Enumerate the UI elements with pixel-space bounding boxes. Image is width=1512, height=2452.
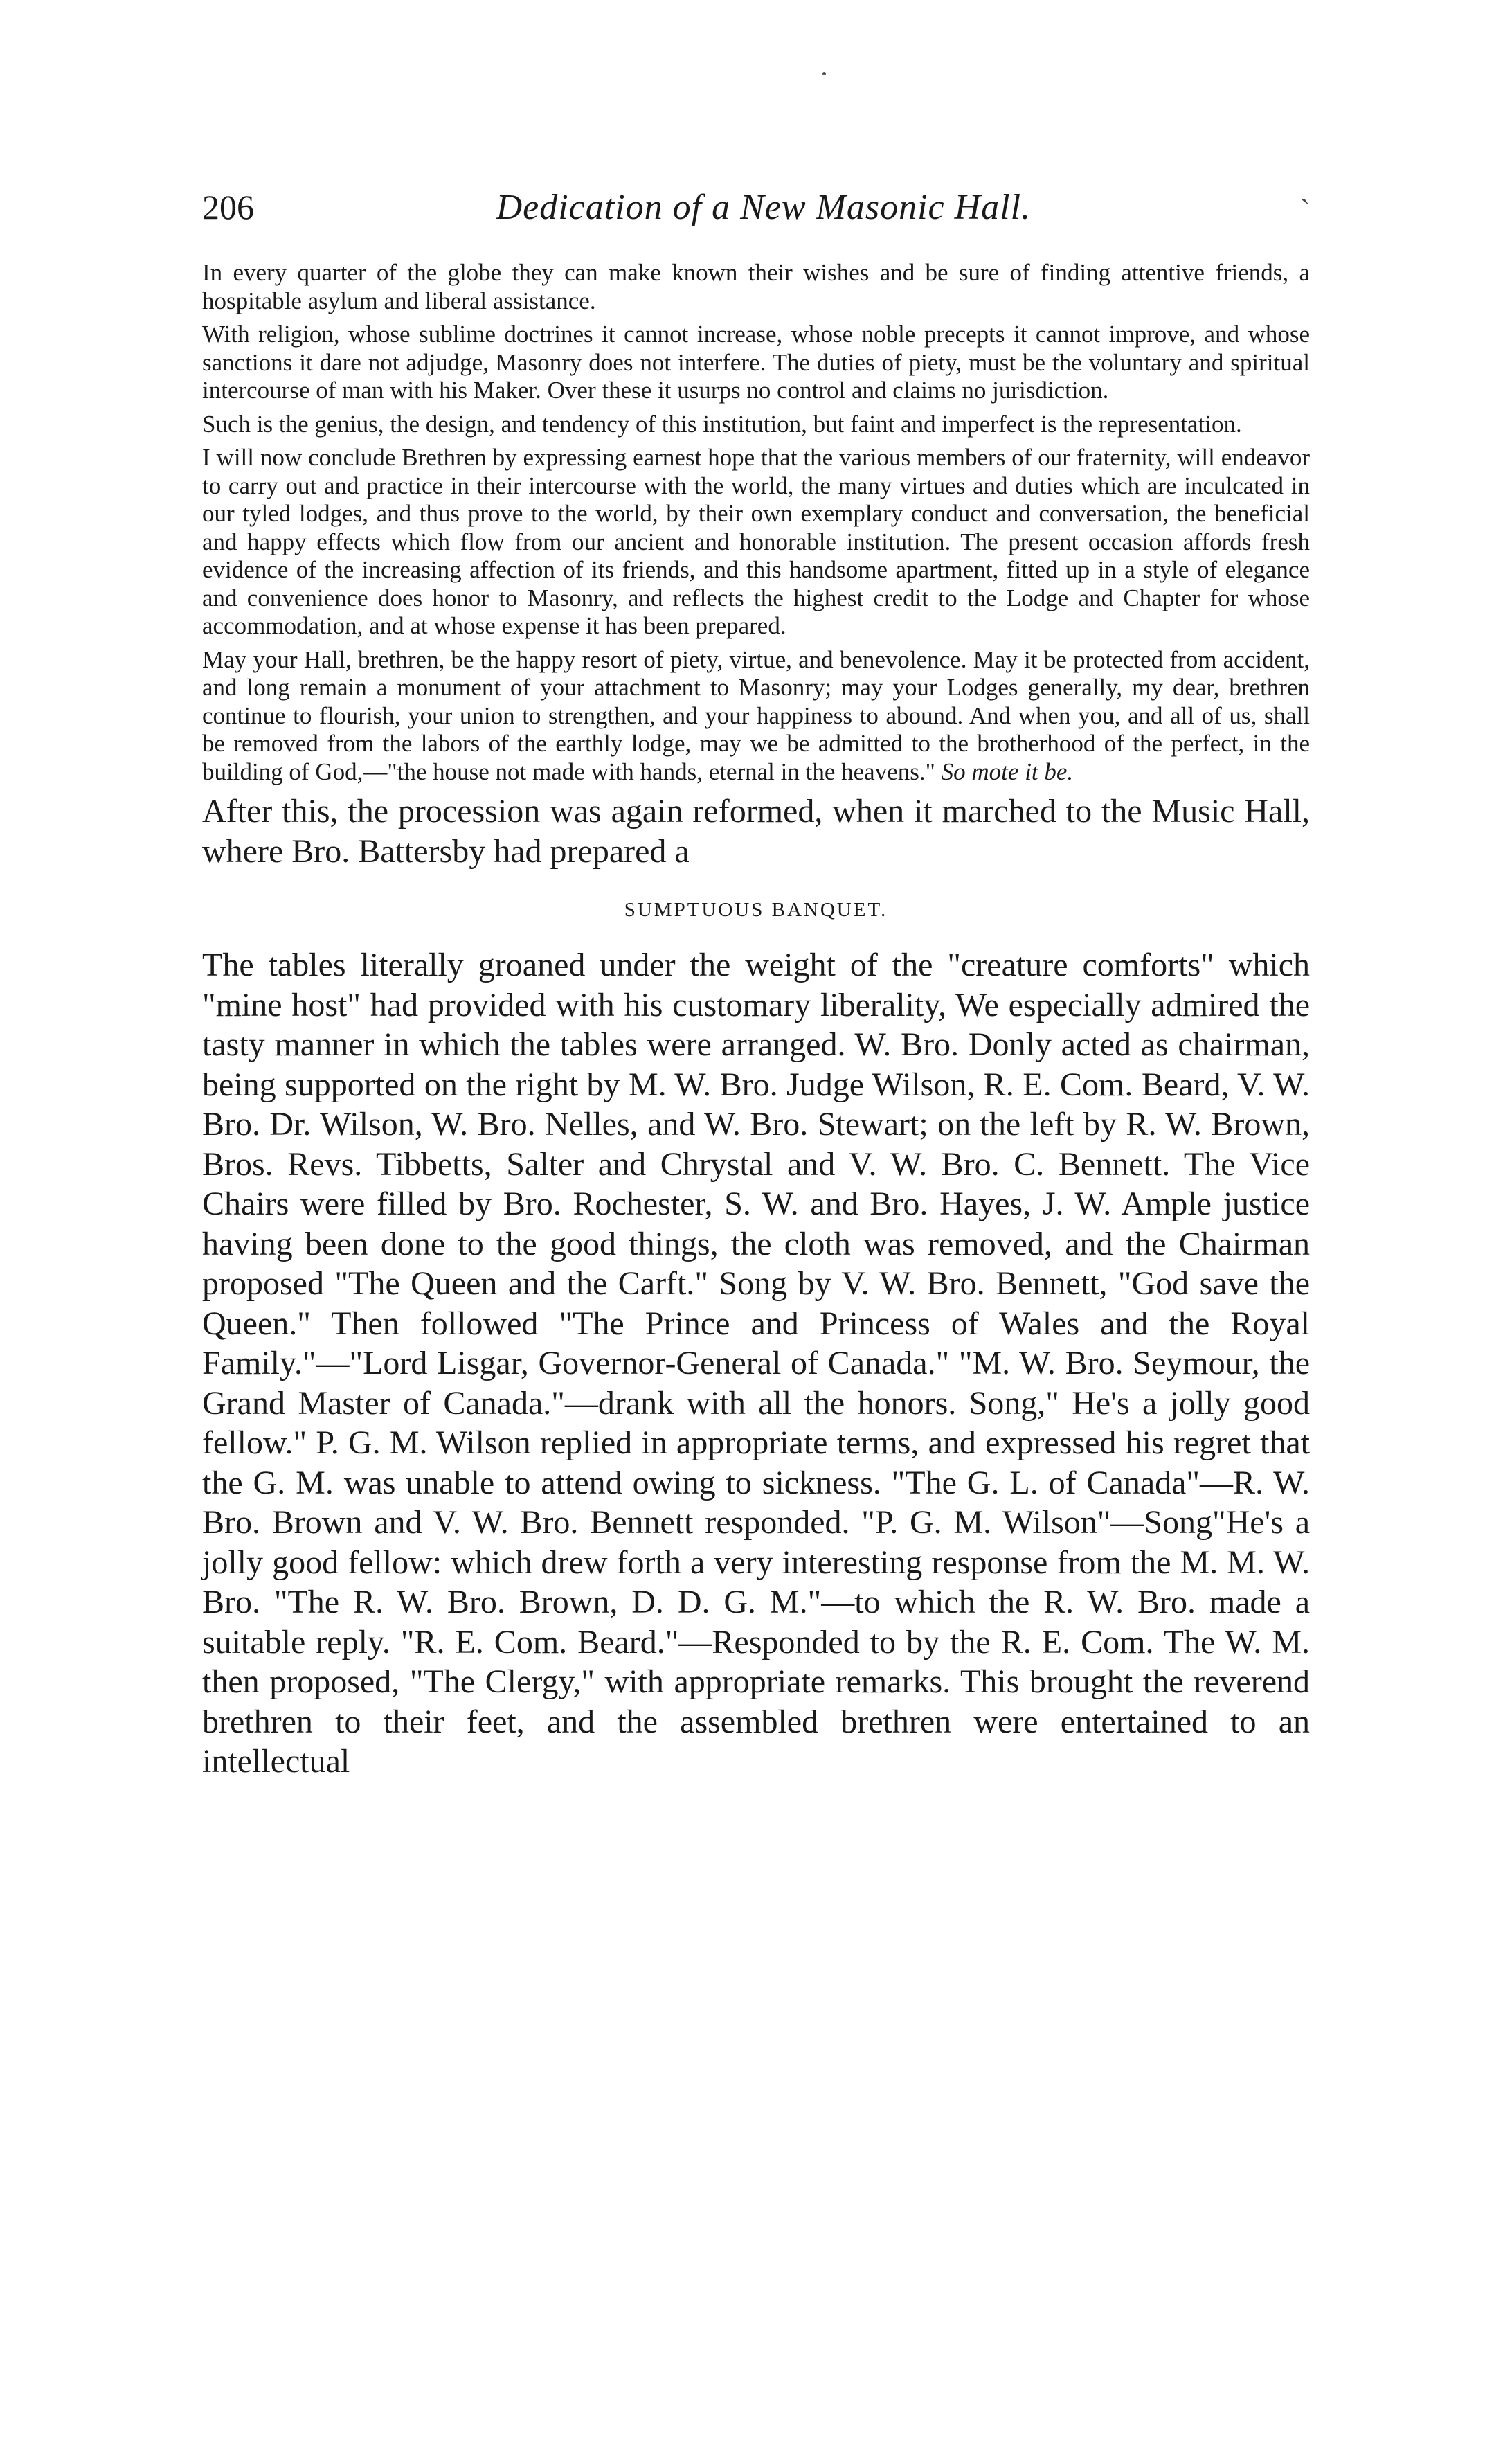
page-header	[202, 187, 1310, 237]
narrative-intro: After this, the procession was again reformed, when it marched to the Music Hall, where Bro. Battersby had prepared a	[202, 793, 1310, 870]
speech-closing-text: May your Hall, brethren, be the happy resort of piety, virtue, and benevolence. May it be protected from accident, and long remain a monument of your attachment to Masonry; may your Lodges generally, my dear, brethren continue to flourish, your union to strengthen, and your happiness to abound. And when you, and all of us, shall be removed from the labors of the earthly lodge, may we be admitted to the brotherhood of the perfect, in the building of God,—"the house not made with hands, eternal in the heavens."	[202, 645, 1310, 785]
speech-paragraph: Such is the genius, the design, and tendency of this institution, but faint and imperfect is the representation.	[202, 410, 1242, 438]
speech-paragraph: In every quarter of the globe they can make known their wishes and be sure of finding attentive friends, a hospitable asylum and liberal assistance.	[202, 259, 1310, 314]
speech-paragraph: I will now conclude Brethren by expressing earnest hope that the various members of our fraternity, will endeavor to carry out and practice in their intercourse with the world, the many virtues and duties which are inculcated in our tyled lodges, and thus prove to the world, by their own exemplary conduct and conversation, the beneficial and happy effects which flow from our ancient and honorable institution. The present occasion affords fresh evidence of the increasing affection of its friends, and this handsome apartment, fitted up in a style of elegance and convenience does honor to Masonry, and reflects the highest credit to the Lodge and Chapter for whose accommodation, and at whose expense it has been prepared.	[202, 444, 1310, 639]
narrative	[202, 791, 1310, 1782]
header-mark: `	[1300, 194, 1310, 225]
speech-closing-paragraph	[202, 646, 1310, 787]
page-number: 206	[202, 188, 254, 226]
print-speck	[822, 72, 826, 75]
section-heading: SUMPTUOUS BANQUET.	[624, 899, 888, 921]
speech-signoff: So mote it be.	[941, 758, 1074, 785]
speech-excerpt	[202, 259, 1310, 786]
speech-paragraph: With religion, whose sublime doctrines it cannot increase, whose noble precepts it cannot improve, and whose sanctions it dare not adjudge, Masonry does not interfere. The duties of piety, must be the voluntary and spiritual intercourse of man with his Maker. Over these it usurps no control and claims no jurisdiction.	[202, 321, 1310, 404]
running-title: Dedication of a New Masonic Hall.	[496, 188, 1032, 227]
narrative-body: The tables literally groaned under the weight of the "creature comforts" which "mine host" had provided with his customary liberality, We especially admired the tasty manner in which the tables were arranged. W. Bro. Donly acted as chairman, being supported on the right by M. W. Bro. Judge Wilson, R. E. Com. Beard, V. W. Bro. Dr. Wilson, W. Bro. Nelles, and W. Bro. Stewart; on the left by R. W. Brown, Bros. Revs. Tibbetts, Salter and Chrystal and V. W. Bro. C. Bennett. The Vice Chairs were filled by Bro. Rochester, S. W. and Bro. Hayes, J. W. Ample justice having been done to the good things, the cloth was removed, and the Chairman proposed "The Queen and the Carft." Song by V. W. Bro. Bennett, "God save the Queen." Then followed "The Prince and Princess of Wales and the Royal Family."—"Lord Lisgar, Governor-General of Canada." "M. W. Bro. Seymour, the Grand Master of Canada."—drank with all the honors. Song," He's a jolly good fellow." P. G. M. Wilson replied in appropriate terms, and expressed his regret that the G. M. was unable to attend owing to sickness. "The G. L. of Canada"—R. W. Bro. Brown and V. W. Bro. Bennett responded. "P. G. M. Wilson"—Song"He's a jolly good fellow: which drew forth a very interesting response from the M. M. W. Bro. "The R. W. Bro. Brown, D. D. G. M."—to which the R. W. Bro. made a suitable reply. "R. E. Com. Beard."—Responded to by the R. E. Com. The W. M. then proposed, "The Clergy," with appropriate remarks. This brought the reverend brethren to their feet, and the assembled brethren were entertained to an intellectual	[202, 947, 1310, 1780]
